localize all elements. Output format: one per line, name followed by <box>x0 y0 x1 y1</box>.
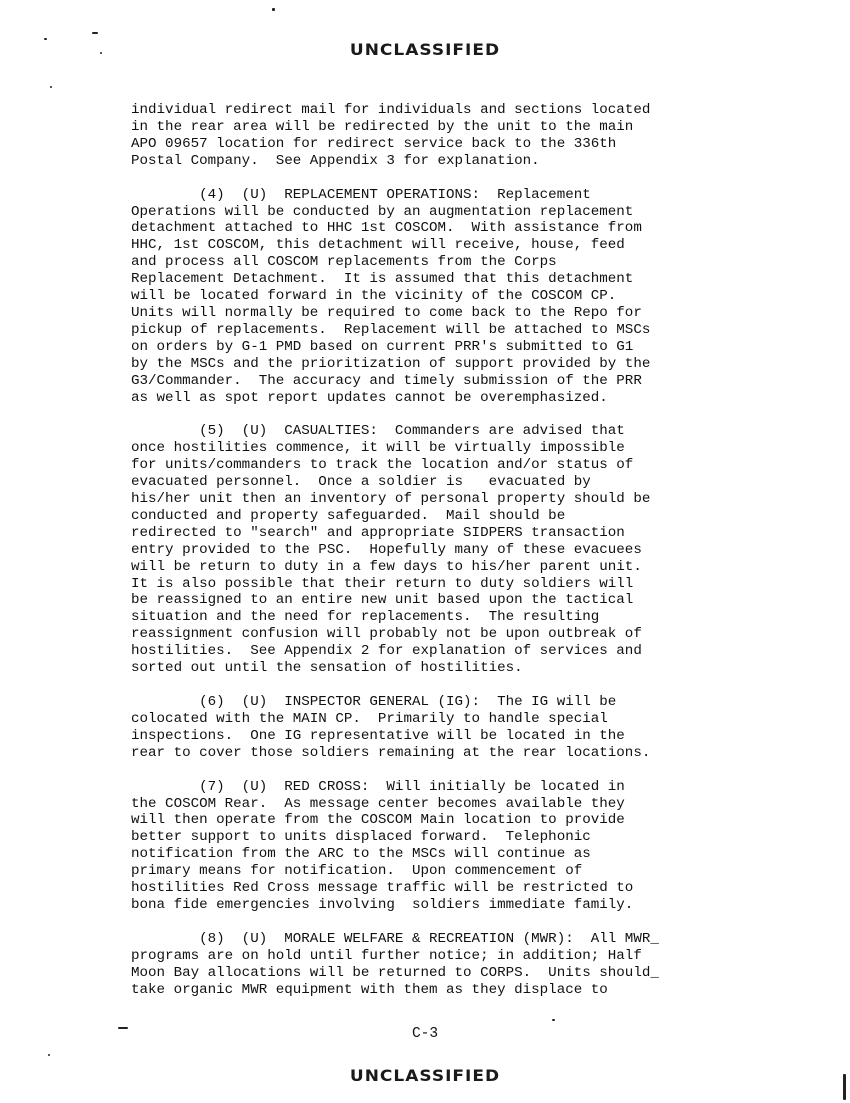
paragraph-mwr: (8) (U) MORALE WELFARE & RECREATION (MWR): All MWR_ programs are on hold until further notice; in addition; Half Moon Bay allocations will be returned to CORPS. Units should_ take organic MWR equipment with them as they displace to <box>131 930 659 998</box>
paragraph-mail-redirect: individual redirect mail for individuals and sections located in the rear area will be redirected by the unit to the main APO 09657 location for redirect service back to the 336th Postal Company. See Appendix 3 for explanation. <box>131 102 651 169</box>
scan-speck <box>552 1019 555 1021</box>
scan-speck <box>48 1054 50 1056</box>
scan-speck <box>272 8 275 11</box>
paragraph-casualties: (5) (U) CASUALTIES: Commanders are advised that once hostilities commence, it will be virtually impossible for units/commanders to track the location and/or status of evacuated personnel. Once a soldier is evacuated by his/her unit then an inventory of personal property should be conducted and property safeguarded. Mail should be redirected to "search" and appropriate SIDPERS transaction entry provided to the PSC. Hopefully many of these evacuees will be return to duty in a few days to his/her parent unit. It is also possible that their return to duty soldiers will be reassigned to an entire new unit based upon the tactical situation and the need for replacements. The resulting reassignment confusion will probably not be upon outbreak of hostilities. See Appendix 2 for explanation of services and sorted out until the sensation of hostilities. <box>131 423 651 677</box>
scan-speck <box>100 52 102 54</box>
document-body <box>131 102 771 1016</box>
classification-stamp-bottom: UNCLASSIFIED <box>349 1066 501 1086</box>
scan-speck <box>92 32 98 34</box>
scan-speck <box>843 1074 846 1100</box>
classification-stamp-top: UNCLASSIFIED <box>349 40 501 60</box>
paragraph-red-cross: (7) (U) RED CROSS: Will initially be located in the COSCOM Rear. As message center becomes available they will then operate from the COSCOM Main location to provide better support to units displaced forward. Telephonic notification from the ARC to the MSCs will continue as primary means for notification. Upon commencement of hostilities Red Cross message traffic will be restricted to bona fide emergencies involving soldiers immediate family. <box>131 778 634 913</box>
paragraph-inspector-general: (6) (U) INSPECTOR GENERAL (IG): The IG will be colocated with the MAIN CP. Primarily to handle special inspections. One IG representative will be located in the rear to cover those soldiers remaining at the rear locations. <box>131 694 651 761</box>
scan-speck <box>44 38 47 40</box>
page-number: C-3 <box>411 1026 439 1042</box>
scan-speck <box>50 86 52 88</box>
scan-speck <box>118 1027 128 1029</box>
paragraph-replacement-operations: (4) (U) REPLACEMENT OPERATIONS: Replacement Operations will be conducted by an augmentation replacement detachment attached to HHC 1st COSCOM. With assistance from HHC, 1st COSCOM, this detachment will receive, house, feed and process all COSCOM replacements from the Corps Replacement Detachment. It is assumed that this detachment will be located forward in the vicinity of the COSCOM CP. Units will normally be required to come back to the Repo for pickup of replacements. Replacement will be attached to MSCs on orders by G-1 PMD based on current PRR's submitted to G1 by the MSCs and the prioritization of support provided by the G3/Commander. The accuracy and timely submission of the PRR as well as spot report updates cannot be overemphasized. <box>131 186 651 406</box>
